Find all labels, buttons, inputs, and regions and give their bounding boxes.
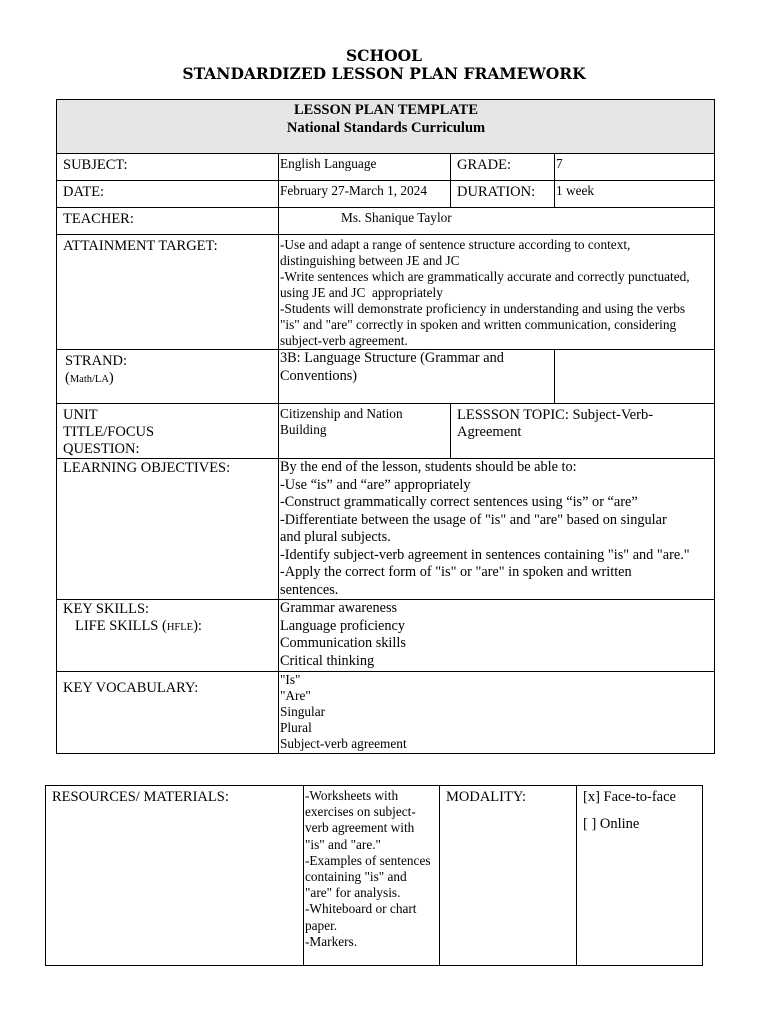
lesson-topic [451,404,715,459]
unit-label-line: TITLE/FOCUS [63,424,155,440]
skill-line: Critical thinking [280,652,375,669]
resource-line: containing "is" and [305,869,407,885]
strand-line: Conventions) [280,367,358,384]
resource-line: exercises on subject- [305,804,416,820]
attainment-line: -Write sentences which are grammatically accurate and correctly punctuated, [280,269,690,284]
resource-line: -Worksheets with [305,788,399,803]
unit-title-value [279,404,451,459]
template-header-title: LESSON PLAN TEMPLATE [294,102,478,118]
strand-empty-cell [555,350,715,404]
attainment-target-label: ATTAINMENT TARGET: [57,235,279,350]
teacher-label: TEACHER: [57,208,279,235]
duration-value: 1 week [555,181,715,208]
attainment-line: subject-verb agreement. [280,333,408,348]
strand-subject-note: (Math/LA) [65,370,114,386]
learning-objectives-value [279,459,715,600]
objective-line: -Construct grammatically correct sentences using “is” or “are” [280,494,638,510]
resource-line: "is" and "are." [305,836,381,852]
template-header-subtitle: National Standards Curriculum [286,120,486,136]
objective-line: sentences. [280,581,339,598]
key-skills-label [57,600,279,672]
vocab-line: Subject-verb agreement [280,736,407,751]
document-title-line2: STANDARDIZED LESSON PLAN FRAMEWORK [182,64,586,83]
objective-line: and plural subjects. [280,529,391,545]
skill-line: Language proficiency [280,617,406,634]
unit-value-line: Citizenship and Nation [280,406,403,421]
vocab-line: Plural [280,720,312,735]
unit-title-label [57,404,279,459]
lesson-topic-line: Agreement [457,424,522,440]
strand-value [279,350,555,404]
attainment-target-value [279,235,715,350]
vocab-line: "Is" [280,672,301,687]
subject-label: SUBJECT: [57,154,279,181]
resources-label: RESOURCES/ MATERIALS: [46,786,304,966]
attainment-line: "is" and "are" correctly in spoken and written communication, considering [280,317,677,332]
grade-label: GRADE: [451,154,555,181]
key-vocabulary-value [279,672,715,754]
resources-table [45,785,703,966]
unit-label-line: QUESTION: [63,441,140,457]
skill-line: Grammar awareness [280,600,398,616]
teacher-value: Ms. Shanique Taylor [279,208,715,235]
strand-label [57,350,279,404]
resource-line: -Examples of sentences [305,852,431,868]
subject-value: English Language [279,154,451,181]
vocab-line: "Are" [280,688,311,703]
attainment-line: -Use and adapt a range of sentence structure according to context, [280,237,631,252]
objective-line: -Apply the correct form of "is" or "are" in spoken and written [280,564,632,580]
resource-line: -Whiteboard or chart [305,901,417,917]
lesson-plan-table [56,99,715,754]
key-skills-value [279,600,715,672]
attainment-line: -Students will demonstrate proficiency in understanding and using the verbs [280,301,686,316]
strand-label-text: STRAND: [65,353,128,369]
template-header [57,100,715,154]
attainment-line: using JE and JC appropriately [280,285,443,300]
duration-label: DURATION: [451,181,555,208]
modality-online: [ ] Online [583,816,640,832]
resources-value [304,786,440,966]
date-value: February 27-March 1, 2024 [279,181,451,208]
lesson-topic-line: LESSSON TOPIC: Subject-Verb- [457,407,654,423]
skill-line: Communication skills [280,635,406,651]
modality-label: MODALITY: [440,786,577,966]
unit-label-line: UNIT [63,407,98,423]
resource-line: -Markers. [305,933,358,949]
date-label: DATE: [57,181,279,208]
resource-line: verb agreement with [305,820,415,836]
life-skills-label: LIFE SKILLS (HFLE): [75,618,202,634]
key-vocabulary-label: KEY VOCABULARY: [57,672,279,754]
objective-line: By the end of the lesson, students should be able to: [280,459,577,475]
vocab-line: Singular [280,704,326,719]
key-skills-label-text: KEY SKILLS: [63,601,150,617]
resource-line: paper. [305,917,338,933]
objective-line: -Use “is” and “are” appropriately [280,476,471,493]
objective-line: -Differentiate between the usage of "is" and "are" based on singular [280,511,667,528]
document-title-line1: SCHOOL [345,46,423,65]
learning-objectives-label: LEARNING OBJECTIVES: [57,459,279,600]
unit-value-line: Building [280,422,327,437]
modality-face-to-face: [x] Face-to-face [583,789,676,805]
attainment-line: distinguishing between JE and JC [280,253,460,268]
grade-value: 7 [555,154,715,181]
strand-line: 3B: Language Structure (Grammar and [280,350,504,366]
modality-options [577,786,703,966]
resource-line: "are" for analysis. [305,885,401,901]
objective-line: -Identify subject-verb agreement in sentences containing "is" and "are." [280,546,690,563]
